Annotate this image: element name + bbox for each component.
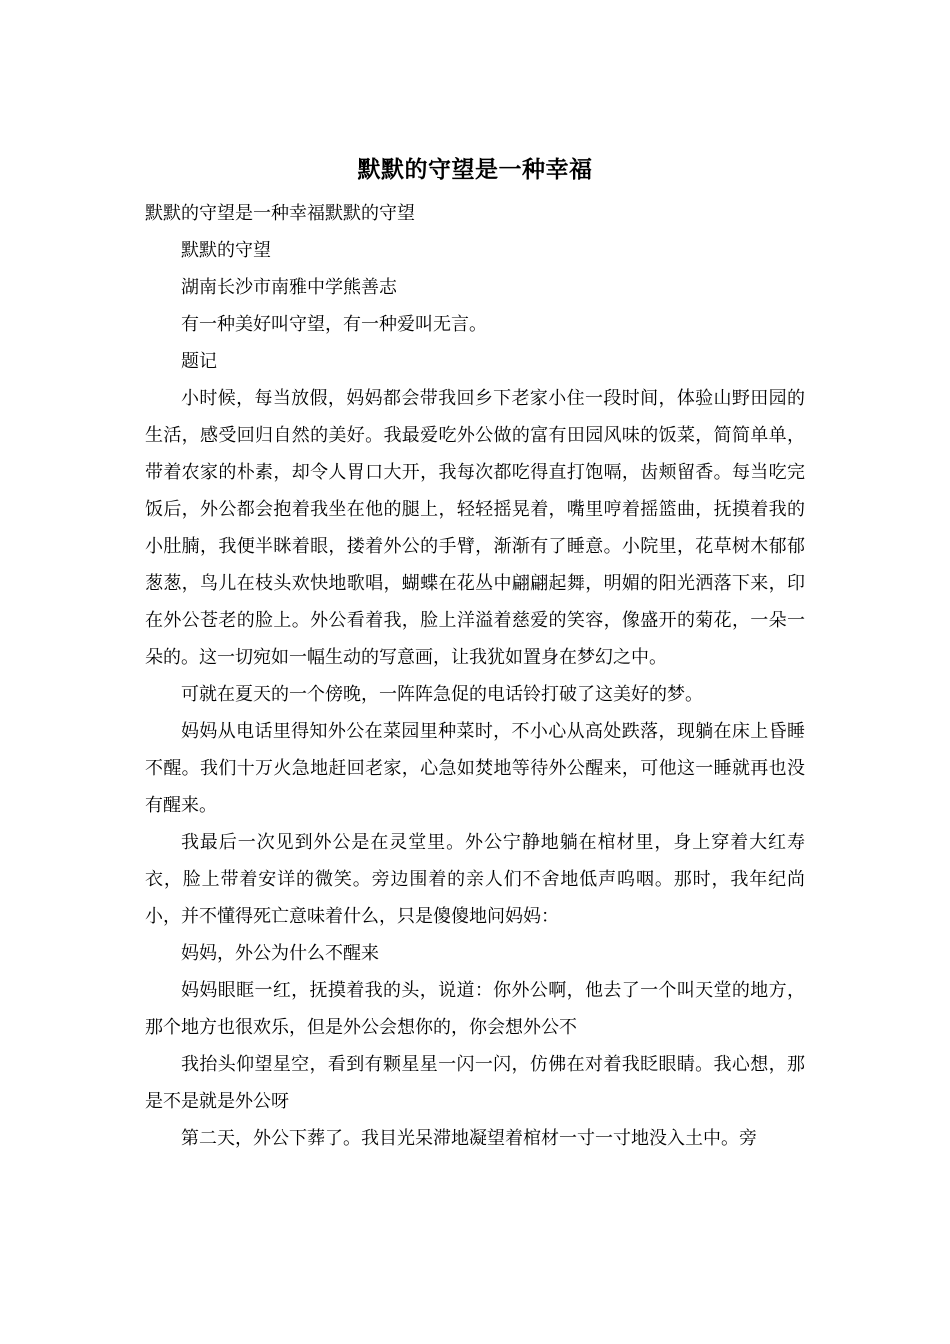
document-title: 默默的守望是一种幸福: [357, 156, 593, 183]
paragraph: 默默的守望是一种幸福默默的守望: [145, 203, 415, 224]
paragraph: 我抬头仰望星空，看到有颗星星一闪一闪，仿佛在对着我眨眼睛。我心想，那是不是就是外公呀: [145, 1054, 805, 1112]
paragraph: 妈妈，外公为什么不醒来: [181, 943, 379, 964]
paragraph: 我最后一次见到外公是在灵堂里。外公宁静地躺在棺材里，身上穿着大红寿衣，脸上带着安详的微笑。旁边围着的亲人们不舍地低声呜咽。那时，我年纪尚小，并不懂得死亡意味着什么，只是傻傻地问妈妈：: [145, 832, 805, 927]
document-body: [145, 195, 805, 1157]
paragraph: 妈妈眼眶一红，抚摸着我的头，说道：你外公啊，他去了一个叫天堂的地方，那个地方也很欢乐，但是外公会想你的，你会想外公不: [145, 980, 805, 1038]
paragraph: 默默的守望: [181, 240, 271, 261]
paragraph: 小时候，每当放假，妈妈都会带我回乡下老家小住一段时间，体验山野田园的生活，感受回归自然的美好。我最爱吃外公做的富有田园风味的饭菜，简简单单，带着农家的朴素，却令人胃口大开，我每次都吃得直打饱嗝，齿颊留香。每当吃完饭后，外公都会抱着我坐在他的腿上，轻轻摇晃着，嘴里哼着摇篮曲，抚摸着我的小肚腩，我便半眯着眼，搂着外公的手臂，渐渐有了睡意。小院里，花草树木郁郁葱葱，鸟儿在枝头欢快地歌唱，蝴蝶在花丛中翩翩起舞，明媚的阳光洒落下来，印在外公苍老的脸上。外公看着我，脸上洋溢着慈爱的笑容，像盛开的菊花，一朵一朵的。这一切宛如一幅生动的写意画，让我犹如置身在梦幻之中。: [145, 388, 805, 668]
paragraph: 妈妈从电话里得知外公在菜园里种菜时，不小心从高处跌落，现躺在床上昏睡不醒。我们十万火急地赶回老家，心急如焚地等待外公醒来，可他这一睡就再也没有醒来。: [145, 721, 805, 816]
paragraph: 题记: [181, 351, 217, 372]
paragraph: 可就在夏天的一个傍晚，一阵阵急促的电话铃打破了这美好的梦。: [181, 684, 703, 705]
paragraph: 有一种美好叫守望，有一种爱叫无言。: [181, 314, 487, 335]
paragraph: 第二天，外公下葬了。我目光呆滞地凝望着棺材一寸一寸地没入土中。旁: [181, 1128, 757, 1149]
paragraph: 湖南长沙市南雅中学熊善志: [181, 277, 397, 298]
